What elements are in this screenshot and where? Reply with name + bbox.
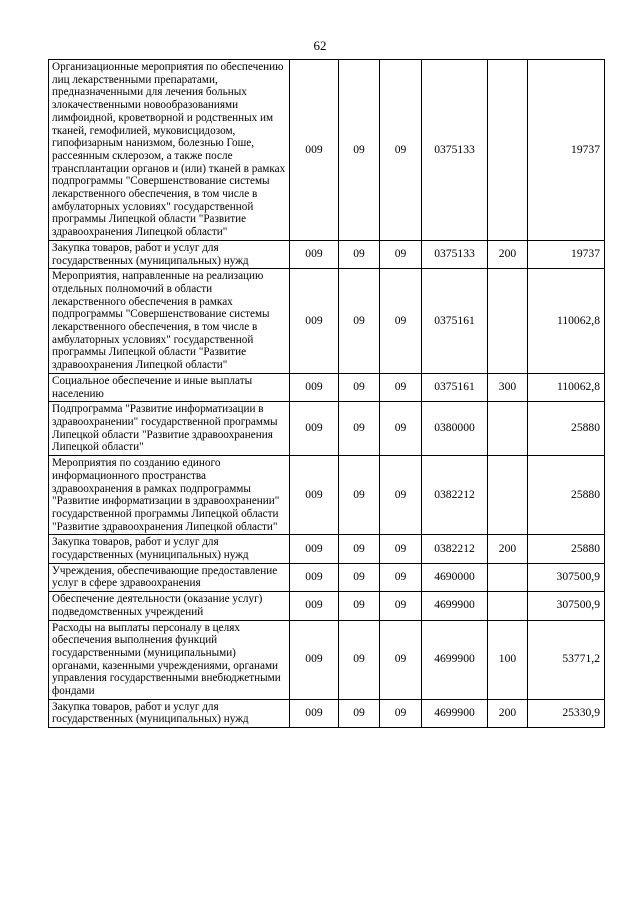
- table-row: [49, 535, 605, 563]
- section-code-cell: 09: [339, 240, 380, 268]
- row-name-cell: Подпрограмма "Развитие информатизации в здравоохранении" государственной программы Липецкой области "Развитие здравоохранения Липецкой области": [49, 402, 290, 456]
- target-article-cell: 0375133: [422, 60, 488, 241]
- amount-cell: 307500,9: [528, 563, 605, 591]
- subsection-code-cell: 09: [380, 402, 422, 456]
- amount-cell: 25880: [528, 535, 605, 563]
- amount-cell: 19737: [528, 240, 605, 268]
- row-name-cell: Мероприятия по созданию единого информационного пространства здравоохранения в рамках подпрограммы "Развитие информатизации в здравоохранении" государственной программы Липецкой области "Развитие здравоохранения Липецкой области": [49, 456, 290, 535]
- row-name-cell: Мероприятия, направленные на реализацию отдельных полномочий в области лекарственного обеспечения в рамках подпрограммы "Совершенствование системы лекарственного обеспечения, в том числе в амбулаторных условиях" государственной программы Липецкой области "Развитие здравоохранения Липецкой области": [49, 269, 290, 374]
- section-code-cell: 09: [339, 456, 380, 535]
- section-code-cell: 09: [339, 60, 380, 241]
- row-name-cell: Обеспечение деятельности (оказание услуг) подведомственных учреждений: [49, 592, 290, 620]
- table-row: [49, 699, 605, 727]
- table-row: [49, 373, 605, 401]
- amount-cell: 19737: [528, 60, 605, 241]
- table-row: [49, 592, 605, 620]
- table-row: [49, 620, 605, 699]
- target-article-cell: 0375161: [422, 373, 488, 401]
- section-code-cell: 09: [339, 699, 380, 727]
- expense-type-cell: [488, 563, 528, 591]
- admin-code-cell: 009: [290, 563, 339, 591]
- section-code-cell: 09: [339, 269, 380, 374]
- expense-type-cell: 100: [488, 620, 528, 699]
- amount-cell: 110062,8: [528, 373, 605, 401]
- expense-type-cell: [488, 60, 528, 241]
- section-code-cell: 09: [339, 535, 380, 563]
- admin-code-cell: 009: [290, 373, 339, 401]
- row-name-cell: Закупка товаров, работ и услуг для государственных (муниципальных) нужд: [49, 535, 290, 563]
- table-row: [49, 402, 605, 456]
- target-article-cell: 4699900: [422, 699, 488, 727]
- row-name-cell: Учреждения, обеспечивающие предоставление услуг в сфере здравоохранения: [49, 563, 290, 591]
- target-article-cell: 0382212: [422, 535, 488, 563]
- subsection-code-cell: 09: [380, 373, 422, 401]
- expense-type-cell: [488, 456, 528, 535]
- expense-type-cell: 200: [488, 240, 528, 268]
- target-article-cell: 0380000: [422, 402, 488, 456]
- admin-code-cell: 009: [290, 402, 339, 456]
- subsection-code-cell: 09: [380, 535, 422, 563]
- admin-code-cell: 009: [290, 240, 339, 268]
- target-article-cell: 4690000: [422, 563, 488, 591]
- amount-cell: 53771,2: [528, 620, 605, 699]
- admin-code-cell: 009: [290, 456, 339, 535]
- row-name-cell: Расходы на выплаты персоналу в целях обеспечения выполнения функций государственными (муниципальными) органами, казенными учреждениями, органами управления государственными внебюджетными фондами: [49, 620, 290, 699]
- table-row: [49, 456, 605, 535]
- amount-cell: 307500,9: [528, 592, 605, 620]
- admin-code-cell: 009: [290, 535, 339, 563]
- expense-type-cell: [488, 592, 528, 620]
- target-article-cell: 0375133: [422, 240, 488, 268]
- amount-cell: 25330,9: [528, 699, 605, 727]
- admin-code-cell: 009: [290, 592, 339, 620]
- expense-type-cell: 200: [488, 535, 528, 563]
- section-code-cell: 09: [339, 373, 380, 401]
- expense-type-cell: 200: [488, 699, 528, 727]
- table-row: [49, 60, 605, 241]
- section-code-cell: 09: [339, 563, 380, 591]
- admin-code-cell: 009: [290, 60, 339, 241]
- target-article-cell: 0375161: [422, 269, 488, 374]
- table-row: [49, 240, 605, 268]
- subsection-code-cell: 09: [380, 240, 422, 268]
- target-article-cell: 0382212: [422, 456, 488, 535]
- subsection-code-cell: 09: [380, 456, 422, 535]
- target-article-cell: 4699900: [422, 620, 488, 699]
- budget-table: [48, 59, 605, 728]
- table-row: [49, 269, 605, 374]
- expense-type-cell: 300: [488, 373, 528, 401]
- row-name-cell: Закупка товаров, работ и услуг для государственных (муниципальных) нужд: [49, 699, 290, 727]
- table-row: [49, 563, 605, 591]
- row-name-cell: Социальное обеспечение и иные выплаты населению: [49, 373, 290, 401]
- subsection-code-cell: 09: [380, 60, 422, 241]
- table-body: [49, 60, 605, 728]
- amount-cell: 25880: [528, 402, 605, 456]
- expense-type-cell: [488, 402, 528, 456]
- subsection-code-cell: 09: [380, 620, 422, 699]
- section-code-cell: 09: [339, 592, 380, 620]
- subsection-code-cell: 09: [380, 592, 422, 620]
- admin-code-cell: 009: [290, 699, 339, 727]
- page-number: 62: [313, 38, 327, 53]
- admin-code-cell: 009: [290, 269, 339, 374]
- row-name-cell: Закупка товаров, работ и услуг для государственных (муниципальных) нужд: [49, 240, 290, 268]
- amount-cell: 25880: [528, 456, 605, 535]
- admin-code-cell: 009: [290, 620, 339, 699]
- amount-cell: 110062,8: [528, 269, 605, 374]
- target-article-cell: 4699900: [422, 592, 488, 620]
- section-code-cell: 09: [339, 402, 380, 456]
- section-code-cell: 09: [339, 620, 380, 699]
- subsection-code-cell: 09: [380, 563, 422, 591]
- subsection-code-cell: 09: [380, 699, 422, 727]
- row-name-cell: Организационные мероприятия по обеспечению лиц лекарственными препаратами, предназначенными для лечения больных злокачественными новообразованиями лимфоидной, кроветворной и родственных им тканей, гемофилией, муковисцидозом, гипофизарным нанизмом, болезнью Гоше, рассеянным склерозом, а также после трансплантации органов и (или) тканей в рамках подпрограммы "Совершенствование системы лекарственного обеспечения, в том числе в амбулаторных условиях" государственной программы Липецкой области "Развитие здравоохранения Липецкой области": [49, 60, 290, 241]
- expense-type-cell: [488, 269, 528, 374]
- subsection-code-cell: 09: [380, 269, 422, 374]
